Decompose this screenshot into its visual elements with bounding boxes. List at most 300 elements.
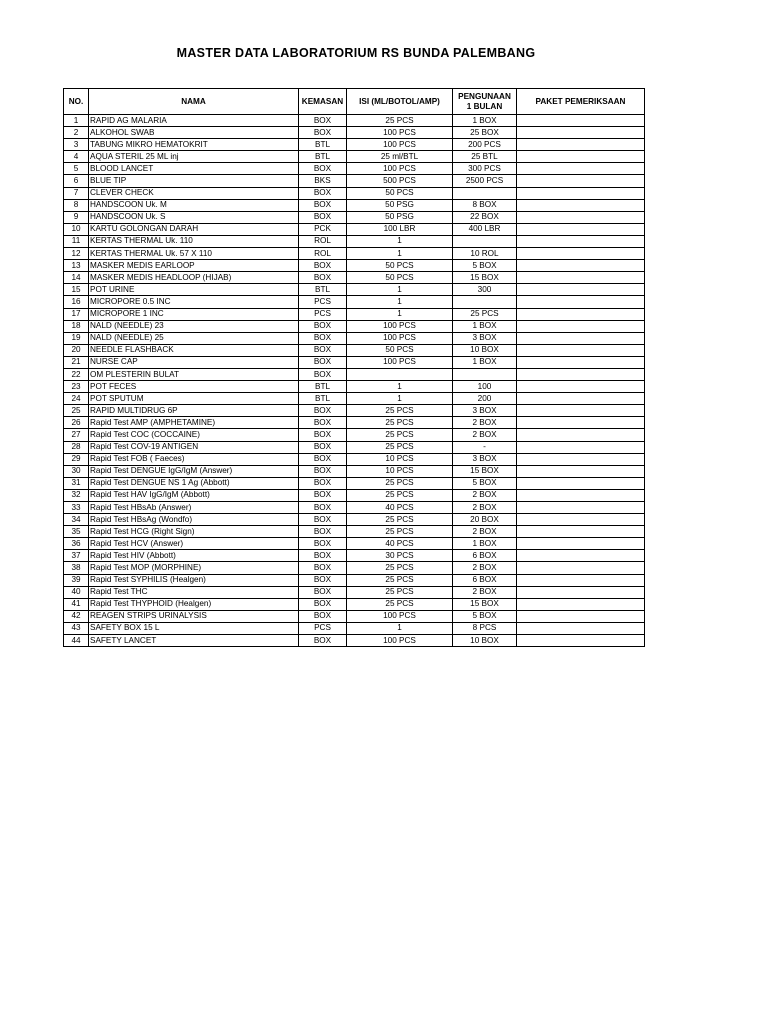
table-row bbox=[64, 538, 645, 550]
cell-kemasan: BOX bbox=[299, 272, 347, 284]
cell-kemasan: BOX bbox=[299, 453, 347, 465]
cell-isi: 100 PCS bbox=[347, 163, 453, 175]
cell-no: 30 bbox=[64, 465, 89, 477]
cell-paket bbox=[517, 381, 645, 393]
cell-penggunaan: 2 BOX bbox=[453, 562, 517, 574]
cell-isi: 1 bbox=[347, 393, 453, 405]
table-row bbox=[64, 514, 645, 526]
cell-penggunaan: 8 BOX bbox=[453, 199, 517, 211]
cell-paket bbox=[517, 477, 645, 489]
cell-kemasan: ROL bbox=[299, 235, 347, 247]
cell-paket bbox=[517, 489, 645, 501]
cell-nama: POT SPUTUM bbox=[89, 393, 299, 405]
header-no: NO. bbox=[64, 89, 89, 115]
cell-kemasan: BTL bbox=[299, 139, 347, 151]
cell-paket bbox=[517, 320, 645, 332]
cell-penggunaan: 15 BOX bbox=[453, 465, 517, 477]
cell-penggunaan: 8 PCS bbox=[453, 622, 517, 634]
master-data-table bbox=[63, 88, 645, 647]
cell-kemasan: BOX bbox=[299, 405, 347, 417]
cell-penggunaan bbox=[453, 235, 517, 247]
cell-isi: 25 PCS bbox=[347, 477, 453, 489]
header-nama: NAMA bbox=[89, 89, 299, 115]
cell-isi: 50 PSG bbox=[347, 211, 453, 223]
cell-isi: 100 PCS bbox=[347, 139, 453, 151]
cell-penggunaan: 300 PCS bbox=[453, 163, 517, 175]
cell-paket bbox=[517, 127, 645, 139]
cell-paket bbox=[517, 622, 645, 634]
cell-no: 13 bbox=[64, 260, 89, 272]
table-row bbox=[64, 296, 645, 308]
cell-paket bbox=[517, 187, 645, 199]
cell-isi: 25 ml/BTL bbox=[347, 151, 453, 163]
cell-nama: MASKER MEDIS HEADLOOP (HIJAB) bbox=[89, 272, 299, 284]
cell-nama: Rapid Test THC bbox=[89, 586, 299, 598]
cell-penggunaan: 2 BOX bbox=[453, 526, 517, 538]
cell-nama: Rapid Test HIV (Abbott) bbox=[89, 550, 299, 562]
cell-penggunaan: 22 BOX bbox=[453, 211, 517, 223]
cell-penggunaan: 3 BOX bbox=[453, 405, 517, 417]
cell-kemasan: BOX bbox=[299, 465, 347, 477]
cell-no: 6 bbox=[64, 175, 89, 187]
cell-isi: 100 PCS bbox=[347, 320, 453, 332]
cell-kemasan: BOX bbox=[299, 635, 347, 647]
table-row bbox=[64, 393, 645, 405]
cell-nama: HANDSCOON Uk. M bbox=[89, 199, 299, 211]
cell-penggunaan: 1 BOX bbox=[453, 115, 517, 127]
table-row bbox=[64, 272, 645, 284]
cell-paket bbox=[517, 598, 645, 610]
cell-kemasan: BOX bbox=[299, 477, 347, 489]
table-row bbox=[64, 574, 645, 586]
cell-no: 37 bbox=[64, 550, 89, 562]
cell-penggunaan: 100 bbox=[453, 381, 517, 393]
cell-nama: POT FECES bbox=[89, 381, 299, 393]
cell-isi: 500 PCS bbox=[347, 175, 453, 187]
cell-no: 17 bbox=[64, 308, 89, 320]
cell-isi: 30 PCS bbox=[347, 550, 453, 562]
cell-kemasan: BOX bbox=[299, 502, 347, 514]
cell-nama: NURSE CAP bbox=[89, 356, 299, 368]
cell-penggunaan: 10 BOX bbox=[453, 635, 517, 647]
cell-no: 23 bbox=[64, 381, 89, 393]
cell-no: 20 bbox=[64, 344, 89, 356]
table-row bbox=[64, 248, 645, 260]
cell-no: 11 bbox=[64, 235, 89, 247]
cell-penggunaan: 6 BOX bbox=[453, 550, 517, 562]
table-row bbox=[64, 127, 645, 139]
cell-paket bbox=[517, 610, 645, 622]
cell-nama: Rapid Test HAV IgG/IgM (Abbott) bbox=[89, 489, 299, 501]
cell-no: 27 bbox=[64, 429, 89, 441]
cell-kemasan: BOX bbox=[299, 320, 347, 332]
cell-penggunaan: 3 BOX bbox=[453, 332, 517, 344]
cell-kemasan: BOX bbox=[299, 260, 347, 272]
cell-kemasan: PCS bbox=[299, 308, 347, 320]
cell-penggunaan: 3 BOX bbox=[453, 453, 517, 465]
cell-paket bbox=[517, 393, 645, 405]
table-row bbox=[64, 320, 645, 332]
cell-no: 3 bbox=[64, 139, 89, 151]
cell-penggunaan: 2 BOX bbox=[453, 429, 517, 441]
table-row bbox=[64, 332, 645, 344]
cell-penggunaan: 10 BOX bbox=[453, 344, 517, 356]
cell-kemasan: BOX bbox=[299, 610, 347, 622]
table-row bbox=[64, 441, 645, 453]
cell-no: 36 bbox=[64, 538, 89, 550]
cell-isi: 1 bbox=[347, 622, 453, 634]
cell-kemasan: PCS bbox=[299, 296, 347, 308]
cell-no: 22 bbox=[64, 368, 89, 380]
cell-paket bbox=[517, 151, 645, 163]
cell-paket bbox=[517, 405, 645, 417]
cell-paket bbox=[517, 223, 645, 235]
header-paket: PAKET PEMERIKSAAN bbox=[517, 89, 645, 115]
cell-paket bbox=[517, 175, 645, 187]
cell-paket bbox=[517, 441, 645, 453]
cell-isi: 25 PCS bbox=[347, 417, 453, 429]
cell-isi: 50 PCS bbox=[347, 272, 453, 284]
table-row bbox=[64, 586, 645, 598]
cell-paket bbox=[517, 296, 645, 308]
cell-nama: KERTAS THERMAL Uk. 57 X 110 bbox=[89, 248, 299, 260]
cell-penggunaan: 1 BOX bbox=[453, 320, 517, 332]
cell-kemasan: BOX bbox=[299, 332, 347, 344]
cell-penggunaan: 25 BOX bbox=[453, 127, 517, 139]
cell-paket bbox=[517, 550, 645, 562]
header-isi: ISI (ML/BOTOL/AMP) bbox=[347, 89, 453, 115]
cell-no: 9 bbox=[64, 211, 89, 223]
cell-kemasan: PCS bbox=[299, 622, 347, 634]
table-row bbox=[64, 151, 645, 163]
header-penggunaan-line1: PENGUNAAN bbox=[458, 91, 511, 101]
table-row bbox=[64, 429, 645, 441]
cell-no: 12 bbox=[64, 248, 89, 260]
cell-nama: OM PLESTERIN BULAT bbox=[89, 368, 299, 380]
cell-isi: 25 PCS bbox=[347, 429, 453, 441]
cell-no: 5 bbox=[64, 163, 89, 175]
cell-penggunaan: - bbox=[453, 441, 517, 453]
cell-penggunaan: 200 PCS bbox=[453, 139, 517, 151]
cell-paket bbox=[517, 248, 645, 260]
cell-no: 25 bbox=[64, 405, 89, 417]
cell-no: 4 bbox=[64, 151, 89, 163]
header-row bbox=[64, 89, 645, 115]
cell-penggunaan: 2 BOX bbox=[453, 489, 517, 501]
cell-paket bbox=[517, 139, 645, 151]
cell-kemasan: BTL bbox=[299, 381, 347, 393]
cell-isi: 1 bbox=[347, 308, 453, 320]
table-row bbox=[64, 489, 645, 501]
cell-paket bbox=[517, 356, 645, 368]
cell-penggunaan: 2 BOX bbox=[453, 502, 517, 514]
cell-nama: REAGEN STRIPS URINALYSIS bbox=[89, 610, 299, 622]
table-row bbox=[64, 211, 645, 223]
table-row bbox=[64, 163, 645, 175]
cell-isi: 100 PCS bbox=[347, 356, 453, 368]
cell-nama: Rapid Test COV-19 ANTIGEN bbox=[89, 441, 299, 453]
cell-kemasan: BOX bbox=[299, 574, 347, 586]
cell-nama: KARTU GOLONGAN DARAH bbox=[89, 223, 299, 235]
cell-kemasan: PCK bbox=[299, 223, 347, 235]
cell-isi: 50 PSG bbox=[347, 199, 453, 211]
cell-nama: Rapid Test FOB ( Faeces) bbox=[89, 453, 299, 465]
cell-no: 24 bbox=[64, 393, 89, 405]
table-row bbox=[64, 622, 645, 634]
cell-nama: Rapid Test HCG (Right Sign) bbox=[89, 526, 299, 538]
cell-penggunaan: 5 BOX bbox=[453, 610, 517, 622]
cell-isi: 100 PCS bbox=[347, 332, 453, 344]
cell-kemasan: BTL bbox=[299, 284, 347, 296]
cell-penggunaan bbox=[453, 368, 517, 380]
table-row bbox=[64, 139, 645, 151]
cell-isi: 40 PCS bbox=[347, 502, 453, 514]
cell-isi: 100 PCS bbox=[347, 610, 453, 622]
table-row bbox=[64, 610, 645, 622]
cell-kemasan: BOX bbox=[299, 586, 347, 598]
cell-nama: Rapid Test SYPHILIS (Healgen) bbox=[89, 574, 299, 586]
cell-isi: 25 PCS bbox=[347, 586, 453, 598]
cell-kemasan: BOX bbox=[299, 115, 347, 127]
cell-isi: 25 PCS bbox=[347, 489, 453, 501]
table-row bbox=[64, 465, 645, 477]
cell-isi: 25 PCS bbox=[347, 598, 453, 610]
cell-isi: 50 PCS bbox=[347, 187, 453, 199]
page-title: MASTER DATA LABORATORIUM RS BUNDA PALEMBANG bbox=[176, 46, 536, 60]
cell-kemasan: BOX bbox=[299, 441, 347, 453]
cell-nama: POT URINE bbox=[89, 284, 299, 296]
table-row bbox=[64, 502, 645, 514]
cell-isi: 1 bbox=[347, 235, 453, 247]
table-row bbox=[64, 368, 645, 380]
cell-no: 8 bbox=[64, 199, 89, 211]
cell-paket bbox=[517, 538, 645, 550]
table-row bbox=[64, 635, 645, 647]
cell-isi: 25 PCS bbox=[347, 562, 453, 574]
cell-nama: BLOOD LANCET bbox=[89, 163, 299, 175]
header-kemasan: KEMASAN bbox=[299, 89, 347, 115]
cell-isi: 25 PCS bbox=[347, 441, 453, 453]
cell-paket bbox=[517, 574, 645, 586]
cell-penggunaan: 15 BOX bbox=[453, 272, 517, 284]
table-row bbox=[64, 284, 645, 296]
cell-penggunaan: 10 ROL bbox=[453, 248, 517, 260]
cell-nama: Rapid Test COC (COCCAINE) bbox=[89, 429, 299, 441]
table-row bbox=[64, 453, 645, 465]
cell-penggunaan: 2 BOX bbox=[453, 417, 517, 429]
cell-no: 31 bbox=[64, 477, 89, 489]
cell-nama: AQUA STERIL 25 ML inj bbox=[89, 151, 299, 163]
table-row bbox=[64, 223, 645, 235]
cell-kemasan: BOX bbox=[299, 526, 347, 538]
cell-nama: MASKER MEDIS EARLOOP bbox=[89, 260, 299, 272]
cell-no: 38 bbox=[64, 562, 89, 574]
cell-penggunaan: 2500 PCS bbox=[453, 175, 517, 187]
cell-paket bbox=[517, 586, 645, 598]
cell-penggunaan: 300 bbox=[453, 284, 517, 296]
cell-nama: TABUNG MIKRO HEMATOKRIT bbox=[89, 139, 299, 151]
cell-isi: 1 bbox=[347, 248, 453, 260]
cell-no: 40 bbox=[64, 586, 89, 598]
table-row bbox=[64, 550, 645, 562]
cell-no: 34 bbox=[64, 514, 89, 526]
cell-paket bbox=[517, 465, 645, 477]
cell-penggunaan: 25 BTL bbox=[453, 151, 517, 163]
cell-paket bbox=[517, 163, 645, 175]
cell-no: 1 bbox=[64, 115, 89, 127]
cell-nama: Rapid Test DENGUE NS 1 Ag (Abbott) bbox=[89, 477, 299, 489]
cell-kemasan: BOX bbox=[299, 417, 347, 429]
cell-nama: Rapid Test HBsAb (Answer) bbox=[89, 502, 299, 514]
cell-penggunaan: 2 BOX bbox=[453, 586, 517, 598]
cell-penggunaan: 6 BOX bbox=[453, 574, 517, 586]
cell-nama: SAFETY BOX 15 L bbox=[89, 622, 299, 634]
cell-isi: 10 PCS bbox=[347, 453, 453, 465]
cell-nama: CLEVER CHECK bbox=[89, 187, 299, 199]
cell-paket bbox=[517, 453, 645, 465]
cell-isi: 50 PCS bbox=[347, 260, 453, 272]
cell-isi: 25 PCS bbox=[347, 574, 453, 586]
cell-kemasan: BKS bbox=[299, 175, 347, 187]
cell-nama: KERTAS THERMAL Uk. 110 bbox=[89, 235, 299, 247]
cell-paket bbox=[517, 344, 645, 356]
cell-kemasan: BOX bbox=[299, 598, 347, 610]
cell-kemasan: ROL bbox=[299, 248, 347, 260]
cell-penggunaan: 1 BOX bbox=[453, 538, 517, 550]
cell-isi: 1 bbox=[347, 381, 453, 393]
cell-penggunaan bbox=[453, 187, 517, 199]
cell-penggunaan: 5 BOX bbox=[453, 260, 517, 272]
table-row bbox=[64, 260, 645, 272]
cell-no: 26 bbox=[64, 417, 89, 429]
cell-no: 43 bbox=[64, 622, 89, 634]
cell-nama: NALD (NEEDLE) 25 bbox=[89, 332, 299, 344]
cell-kemasan: BOX bbox=[299, 127, 347, 139]
table-row bbox=[64, 344, 645, 356]
cell-paket bbox=[517, 562, 645, 574]
cell-paket bbox=[517, 115, 645, 127]
cell-paket bbox=[517, 260, 645, 272]
cell-isi: 1 bbox=[347, 296, 453, 308]
cell-paket bbox=[517, 514, 645, 526]
cell-kemasan: BOX bbox=[299, 550, 347, 562]
cell-kemasan: BTL bbox=[299, 393, 347, 405]
table-row bbox=[64, 417, 645, 429]
cell-kemasan: BOX bbox=[299, 489, 347, 501]
cell-isi: 10 PCS bbox=[347, 465, 453, 477]
cell-nama: MICROPORE 0.5 INC bbox=[89, 296, 299, 308]
cell-isi: 100 LBR bbox=[347, 223, 453, 235]
cell-paket bbox=[517, 284, 645, 296]
cell-nama: HANDSCOON Uk. S bbox=[89, 211, 299, 223]
cell-kemasan: BOX bbox=[299, 163, 347, 175]
cell-isi bbox=[347, 368, 453, 380]
cell-kemasan: BOX bbox=[299, 429, 347, 441]
table-row bbox=[64, 405, 645, 417]
cell-nama: MICROPORE 1 INC bbox=[89, 308, 299, 320]
cell-no: 7 bbox=[64, 187, 89, 199]
table-row bbox=[64, 598, 645, 610]
cell-no: 14 bbox=[64, 272, 89, 284]
table-row bbox=[64, 356, 645, 368]
cell-paket bbox=[517, 235, 645, 247]
table-row bbox=[64, 308, 645, 320]
cell-no: 15 bbox=[64, 284, 89, 296]
cell-no: 32 bbox=[64, 489, 89, 501]
cell-isi: 100 PCS bbox=[347, 635, 453, 647]
cell-no: 42 bbox=[64, 610, 89, 622]
cell-paket bbox=[517, 368, 645, 380]
cell-paket bbox=[517, 635, 645, 647]
cell-nama: Rapid Test AMP (AMPHETAMINE) bbox=[89, 417, 299, 429]
cell-isi: 100 PCS bbox=[347, 127, 453, 139]
table-row bbox=[64, 381, 645, 393]
cell-isi: 25 PCS bbox=[347, 526, 453, 538]
header-penggunaan bbox=[453, 89, 517, 115]
cell-no: 16 bbox=[64, 296, 89, 308]
table-row bbox=[64, 175, 645, 187]
cell-paket bbox=[517, 272, 645, 284]
cell-penggunaan: 5 BOX bbox=[453, 477, 517, 489]
cell-no: 41 bbox=[64, 598, 89, 610]
cell-isi: 50 PCS bbox=[347, 344, 453, 356]
cell-kemasan: BOX bbox=[299, 538, 347, 550]
table-row bbox=[64, 199, 645, 211]
cell-isi: 25 PCS bbox=[347, 115, 453, 127]
cell-nama: ALKOHOL SWAB bbox=[89, 127, 299, 139]
cell-isi: 40 PCS bbox=[347, 538, 453, 550]
cell-kemasan: BTL bbox=[299, 151, 347, 163]
table-row bbox=[64, 235, 645, 247]
cell-penggunaan bbox=[453, 296, 517, 308]
cell-nama: Rapid Test HBsAg (Wondfo) bbox=[89, 514, 299, 526]
cell-kemasan: BOX bbox=[299, 344, 347, 356]
cell-kemasan: BOX bbox=[299, 199, 347, 211]
cell-paket bbox=[517, 417, 645, 429]
cell-penggunaan: 25 PCS bbox=[453, 308, 517, 320]
cell-isi: 25 PCS bbox=[347, 405, 453, 417]
cell-nama: Rapid Test MOP (MORPHINE) bbox=[89, 562, 299, 574]
cell-paket bbox=[517, 502, 645, 514]
cell-no: 35 bbox=[64, 526, 89, 538]
cell-nama: NALD (NEEDLE) 23 bbox=[89, 320, 299, 332]
cell-kemasan: BOX bbox=[299, 368, 347, 380]
cell-paket bbox=[517, 429, 645, 441]
cell-nama: BLUE TIP bbox=[89, 175, 299, 187]
cell-penggunaan: 15 BOX bbox=[453, 598, 517, 610]
header-penggunaan-line2: 1 BULAN bbox=[466, 101, 503, 111]
cell-nama: Rapid Test DENGUE IgG/IgM (Answer) bbox=[89, 465, 299, 477]
cell-nama: RAPID AG MALARIA bbox=[89, 115, 299, 127]
cell-no: 10 bbox=[64, 223, 89, 235]
cell-kemasan: BOX bbox=[299, 211, 347, 223]
cell-nama: SAFETY LANCET bbox=[89, 635, 299, 647]
cell-kemasan: BOX bbox=[299, 514, 347, 526]
table-row bbox=[64, 477, 645, 489]
cell-no: 39 bbox=[64, 574, 89, 586]
cell-penggunaan: 400 LBR bbox=[453, 223, 517, 235]
cell-no: 19 bbox=[64, 332, 89, 344]
cell-penggunaan: 1 BOX bbox=[453, 356, 517, 368]
table-row bbox=[64, 187, 645, 199]
cell-no: 18 bbox=[64, 320, 89, 332]
cell-isi: 25 PCS bbox=[347, 514, 453, 526]
cell-nama: Rapid Test THYPHOID (Healgen) bbox=[89, 598, 299, 610]
cell-kemasan: BOX bbox=[299, 356, 347, 368]
cell-penggunaan: 20 BOX bbox=[453, 514, 517, 526]
cell-isi: 1 bbox=[347, 284, 453, 296]
cell-paket bbox=[517, 199, 645, 211]
